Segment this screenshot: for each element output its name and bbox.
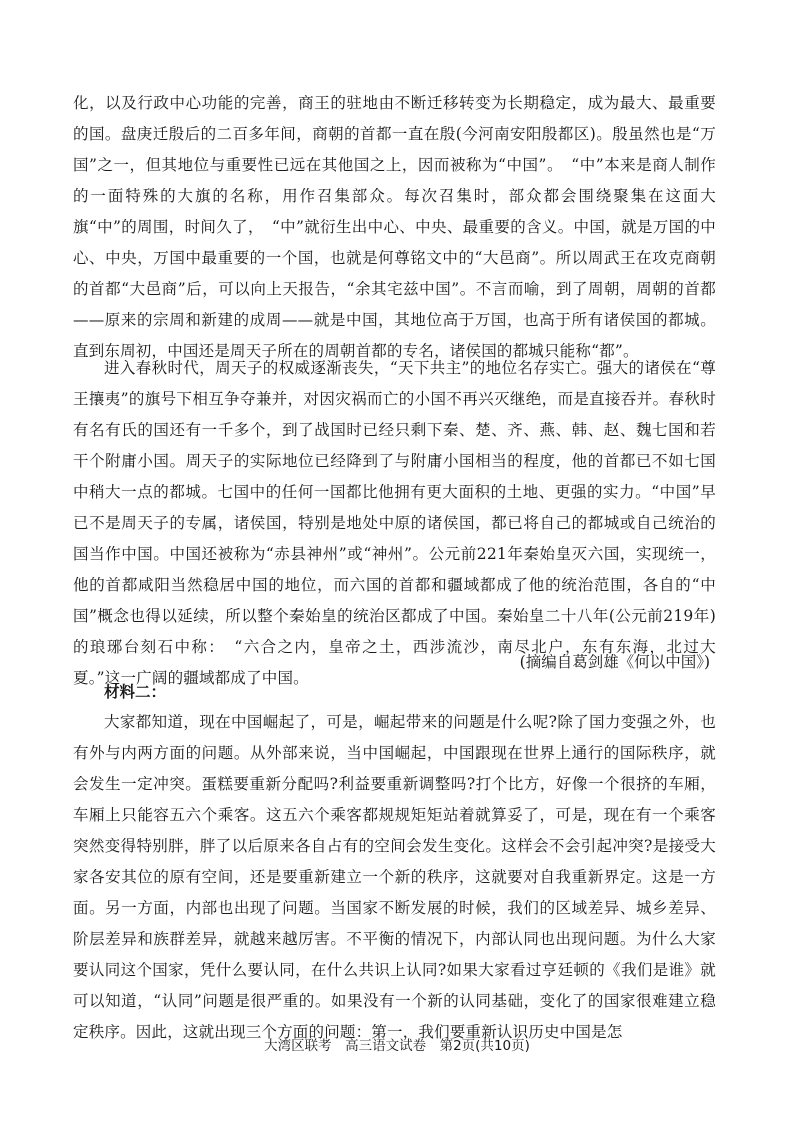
paragraph-central-state-origin: 化，以及行政中心功能的完善，商王的驻地由不断迁移转变为长期稳定，成为最大、最重要的国。盘庚迁殷后的二百多年间，商朝的首都一直在殷(今河南安阳殷都区)。殷虽然也是“万国”之一，但其地位与重要性已远在其他国之上，因而被称为“中国”。 “中”本来是商人制作的一面特殊的大旗的名称，用作召集部众。每次召集时，部众都会围绕聚集在这面大旗“中”的周围，时间久了， “中”就衍生出中心、中央、最重要的含义。中国，就是万国的中心、中央，万国中最重要的一个国，也就是何尊铭文中的“大邑商”。所以周武王在攻克商朝的首都“大邑商”后，可以向上天报告，“余其宅兹中国”。不言而喻，到了周朝，周朝的首都——原来的宗周和新建的成周——就是中国，其地位高于万国，也高于所有诸侯国的都城。直到东周初，中国还是周天子所在的周朝首都的专名，诸侯国的都城只能称“都”。 [73, 94, 716, 360]
source-citation: (摘编自葛剑雄《何以中国》) [519, 653, 710, 671]
section-heading-material-two: 材料二： [104, 682, 167, 701]
page-footer: 大湾区联考 高三语文试卷 第2页(共10页) [264, 1038, 530, 1054]
paragraph-spring-autumn-period: 进入春秋时代，周天子的权威逐渐丧失，“天下共主”的地位名存实亡。强大的诸侯在“尊王攘夷”的旗号下相互争夺兼并，对因灾祸而亡的小国不再兴灭继绝，而是直接吞并。春秋时有名有氏的国还有一千多个，到了战国时已经只剩下秦、楚、齐、燕、韩、赵、魏七国和若干个附庸小国。周天子的实际地位已经降到了与附庸小国相当的程度，他的首都已不如七国中稍大一点的都城。七国中的任何一国都比他拥有更大面积的土地、更强的实力。“中国”早已不是周天子的专属，诸侯国，特别是地处中原的诸侯国，都已将自己的都城或自己统治的国当作中国。中国还被称为“赤县神州”或“神州”。公元前221年秦始皇灭六国，实现统一，他的首都咸阳当然稳居中国的地位，而六国的首都和疆域都成了他的统治范围，各自的“中国”概念也得以延续，所以整个秦始皇的统治区都成了中国。秦始皇二十八年(公元前219年)的琅琊台刻石中称： “六合之内，皇帝之土，西涉流沙，南尽北户，东有东海，北过大夏。”这一广阔的疆域都成了中国。 [73, 359, 716, 687]
paragraph-china-rise-issues: 大家都知道，现在中国崛起了，可是，崛起带来的问题是什么呢?除了国力变强之外，也有外与内两方面的问题。从外部来说，当中国崛起，中国跟现在世界上通行的国际秩序，就会发生一定冲突。蛋糕要重新分配吗?利益要重新调整吗?打个比方，好像一个很挤的车厢，车厢上只能容五六个乘客。这五六个乘客都规规矩矩站着就算妥了，可是，现在有一个乘客突然变得特别胖，胖了以后原来各自占有的空间会发生变化。这样会不会引起冲突?是接受大家各安其位的原有空间，还是要重新建立一个新的秩序，这就要对自我重新界定。这是一方面。另一方面，内部也出现了问题。当国家不断发展的时候，我们的区域差异、城乡差异、阶层差异和族群差异，就越来越厉害。不平衡的情况下，内部认同也出现问题。为什么大家要认同这个国家，凭什么要认同，在什么共识上认同?如果大家看过亨廷顿的《我们是谁》就可以知道，“认同”问题是很严重的。如果没有一个新的认同基础，变化了的国家很难建立稳定秩序。因此，这就出现三个方面的问题：第一，我们要重新认识历史中国是怎 [73, 713, 716, 1041]
